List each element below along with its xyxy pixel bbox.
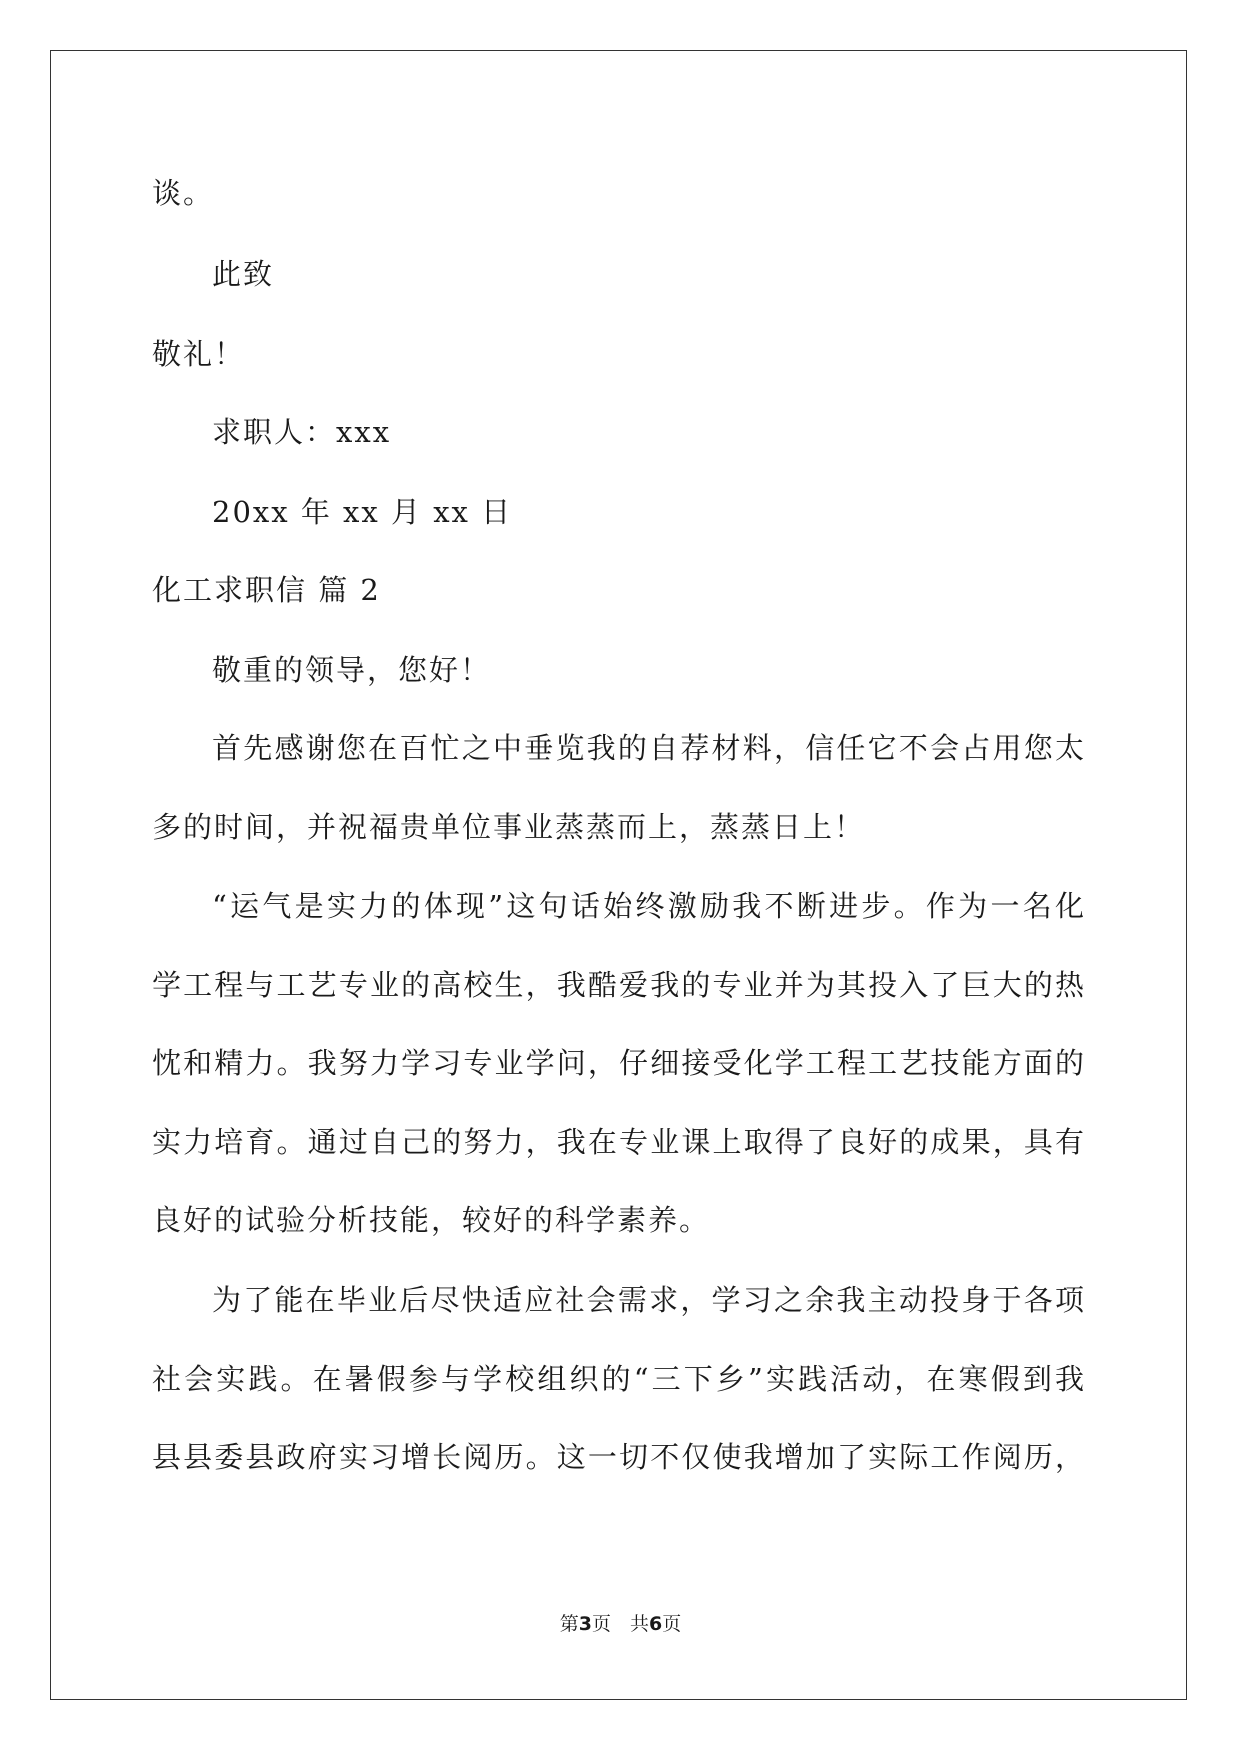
page-suffix: 页 [662, 1613, 682, 1635]
text-line: 社会实践。在暑假参与学校组织的“三下乡”实践活动，在寒假到我 [152, 1362, 1084, 1396]
signature-line: 求职人：xxx [212, 415, 392, 449]
text-line: 多的时间，并祝福贵单位事业蒸蒸而上，蒸蒸日上！ [152, 810, 866, 844]
text-line: 首先感谢您在百忙之中垂览我的自荐材料，信任它不会占用您太 [212, 731, 1084, 765]
text-line: 为了能在毕业后尽快适应社会需求，学习之余我主动投身于各项 [212, 1283, 1084, 1317]
text-line: 县县委县政府实习增长阅历。这一切不仅使我增加了实际工作阅历， [152, 1440, 1084, 1474]
page-footer [0, 1612, 1241, 1636]
page-mid: 页 共 [591, 1613, 649, 1635]
section-heading: 化工求职信 篇 2 [152, 573, 381, 607]
text-line: 学工程与工艺专业的高校生，我酷爱我的专业并为其投入了巨大的热 [152, 968, 1084, 1002]
text-line: 此致 [212, 257, 275, 291]
text-line: “运气是实力的体现”这句话始终激励我不断进步。作为一名化 [212, 889, 1084, 923]
text-line: 敬礼！ [152, 337, 246, 371]
current-page-number: 3 [578, 1613, 592, 1635]
total-pages-number: 6 [649, 1613, 663, 1635]
text-line: 实力培育。通过自己的努力，我在专业课上取得了良好的成果，具有 [152, 1125, 1084, 1159]
text-line: 忱和精力。我努力学习专业学问，仔细接受化学工程工艺技能方面的 [152, 1046, 1084, 1080]
text-line: 良好的试验分析技能，较好的科学素养。 [152, 1203, 711, 1237]
page-prefix: 第 [559, 1613, 579, 1635]
salutation: 敬重的领导，您好！ [212, 653, 492, 687]
date-line: 20xx 年 xx 月 xx 日 [212, 495, 513, 529]
text-line: 谈。 [152, 176, 215, 210]
